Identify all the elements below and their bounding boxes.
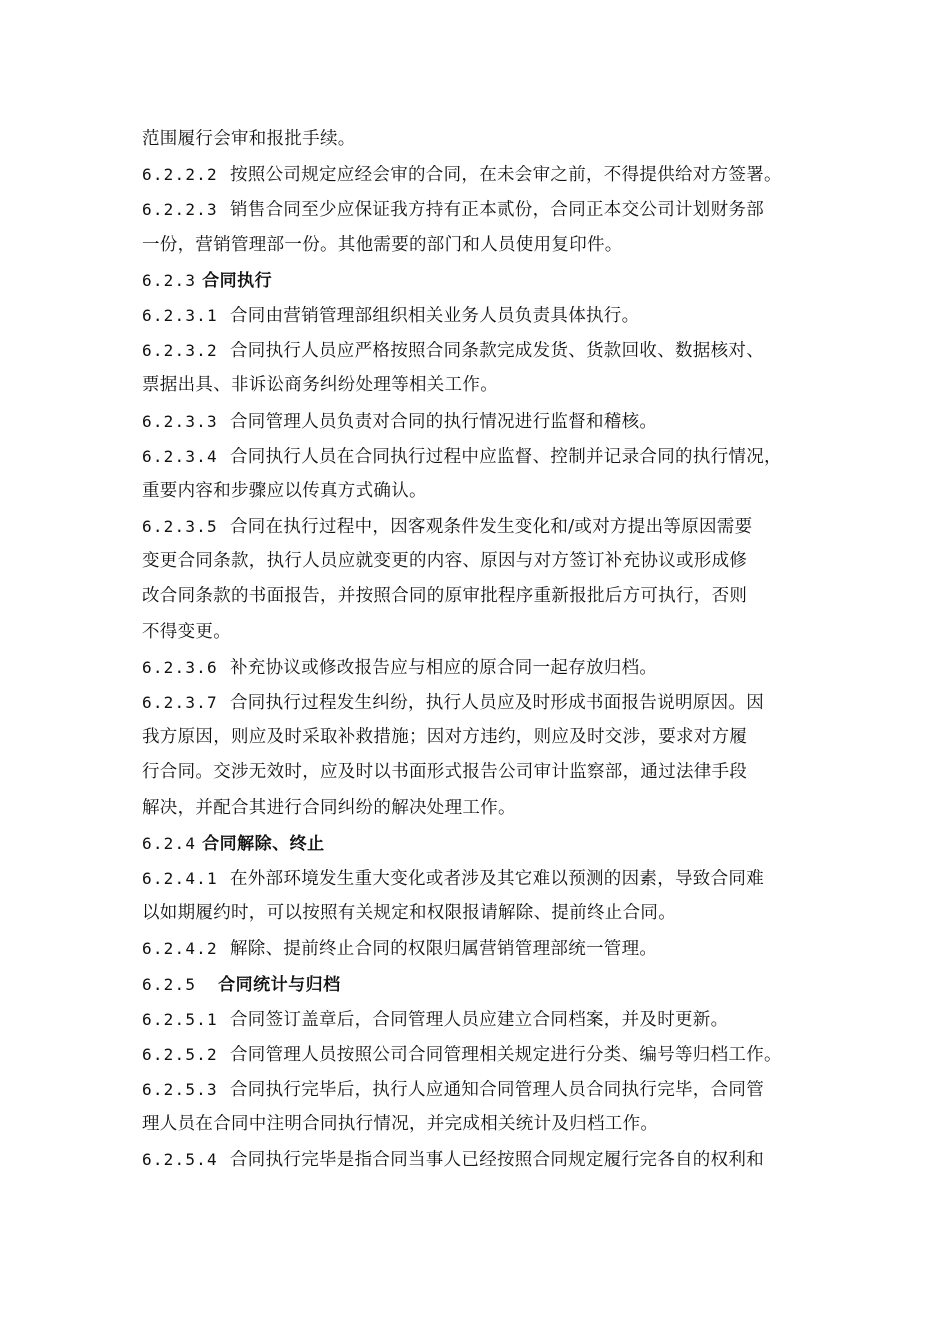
clause-6-2-3-3: [142, 404, 822, 439]
line-text: 范围履行会审和报批手续。: [142, 129, 356, 149]
clause-6-2-3-6: [142, 650, 822, 685]
paragraph-line: [142, 791, 822, 826]
clause-text: 合同管理人员负责对合同的执行情况进行监督和稽核。: [230, 411, 658, 432]
clause-6-2-5-4: [142, 1142, 822, 1177]
clause-number: 6.2.2.3: [142, 200, 218, 220]
paragraph-line: [142, 1107, 822, 1142]
section-heading-6-2-5: [142, 967, 822, 1002]
clause-6-2-4-1: [142, 861, 822, 896]
line-text: 改合同条款的书面报告，并按照合同的原审批程序重新报批后方可执行，否则: [142, 586, 748, 607]
section-number: 6.2.3: [142, 270, 197, 290]
clause-text: 销售合同至少应保证我方持有正本贰份，合同正本交公司计划财务部: [230, 200, 764, 221]
line-text: 我方原因，则应及时采取补救措施；因对方违约，则应及时交涉，要求对方履: [142, 727, 748, 748]
section-number: 6.2.5: [142, 974, 197, 994]
line-text: 不得变更。: [142, 621, 231, 642]
clause-text: 合同在执行过程中，因客观条件发生变化和/或对方提出等原因需要: [230, 517, 753, 538]
clause-number: 6.2.3.7: [142, 693, 218, 712]
clause-text: 合同执行人员在合同执行过程中应监督、控制并记录合同的执行情况，: [230, 446, 782, 467]
line-text: 解决，并配合其进行合同纠纷的解决处理工作。: [142, 797, 516, 818]
line-text: 票据出具、非诉讼商务纠纷处理等相关工作。: [142, 375, 498, 396]
clause-6-2-3-1: [142, 298, 822, 333]
clause-6-2-5-1: [142, 1002, 822, 1037]
clause-number: 6.2.3.6: [142, 657, 218, 677]
section-title: 合同解除、终止: [202, 833, 325, 854]
clause-number: 6.2.5.1: [142, 1009, 218, 1029]
paragraph-line: [142, 896, 822, 931]
line-text: 理人员在合同中注明合同执行情况，并完成相关统计及归档工作。: [142, 1114, 659, 1135]
clause-text: 合同由营销管理部组织相关业务人员负责具体执行。: [230, 305, 640, 326]
paragraph-line: [142, 122, 822, 157]
clause-number: 6.2.3.2: [142, 341, 218, 361]
clause-number: 6.2.5.2: [142, 1044, 218, 1064]
line-text: 行合同。交涉无效时，应及时以书面形式报告公司审计监察部，通过法律手段: [142, 762, 748, 783]
clause-number: 6.2.4.2: [142, 939, 218, 959]
clause-number: 6.2.4.1: [142, 868, 218, 888]
section-heading-6-2-3: [142, 263, 822, 298]
clause-number: 6.2.5.3: [142, 1080, 218, 1100]
paragraph-line: [142, 579, 822, 614]
clause-text: 合同执行完毕后，执行人应通知合同管理人员合同执行完毕，合同管: [230, 1080, 764, 1101]
section-heading-6-2-4: [142, 826, 822, 861]
line-text: 一份，营销管理部一份。其他需要的部门和人员使用复印件。: [142, 234, 623, 255]
clause-6-2-5-2: [142, 1037, 822, 1072]
clause-number: 6.2.3.4: [142, 446, 218, 466]
clause-text: 合同签订盖章后，合同管理人员应建立合同档案，并及时更新。: [230, 1009, 729, 1030]
paragraph-line: [142, 755, 822, 790]
clause-6-2-2-2: [142, 157, 822, 192]
paragraph-line: [142, 615, 822, 650]
clause-text: 合同管理人员按照公司合同管理相关规定进行分类、编号等归档工作。: [230, 1044, 782, 1065]
section-number: 6.2.4: [142, 833, 197, 853]
clause-6-2-4-2: [142, 931, 822, 966]
line-text: 以如期履约时，可以按照有关规定和权限报请解除、提前终止合同。: [142, 903, 676, 924]
clause-6-2-3-5: [142, 509, 822, 544]
clause-number: 6.2.2.2: [142, 165, 218, 185]
clause-text: 按照公司规定应经会审的合同，在未会审之前，不得提供给对方签署。: [230, 165, 782, 186]
paragraph-line: [142, 368, 822, 403]
paragraph-line: [142, 720, 822, 755]
clause-text: 合同执行人员应严格按照合同条款完成发货、货款回收、数据核对、: [230, 341, 764, 362]
clause-6-2-5-3: [142, 1072, 822, 1107]
clause-number: 6.2.3.5: [142, 517, 218, 537]
clause-text: 在外部环境发生重大变化或者涉及其它难以预测的因素，导致合同难: [230, 868, 764, 889]
clause-text: 解除、提前终止合同的权限归属营销管理部统一管理。: [230, 939, 658, 960]
paragraph-line: [142, 544, 822, 579]
clause-text: 合同执行过程发生纠纷，执行人员应及时形成书面报告说明原因。因: [230, 693, 764, 713]
document-body: [142, 122, 822, 1178]
clause-6-2-3-7: [142, 685, 822, 720]
clause-number: 6.2.5.4: [142, 1150, 218, 1170]
clause-6-2-2-3: [142, 192, 822, 227]
clause-6-2-3-2: [142, 333, 822, 368]
clause-number: 6.2.3.1: [142, 305, 218, 325]
clause-text: 补充协议或修改报告应与相应的原合同一起存放归档。: [230, 657, 658, 678]
line-text: 重要内容和步骤应以传真方式确认。: [142, 480, 427, 501]
paragraph-line: [142, 228, 822, 263]
clause-6-2-3-4: [142, 439, 822, 474]
section-title: 合同执行: [202, 270, 273, 291]
clause-text: 合同执行完毕是指合同当事人已经按照合同规定履行完各自的权利和: [230, 1150, 764, 1171]
line-text: 变更合同条款，执行人员应就变更的内容、原因与对方签订补充协议或形成修: [142, 551, 748, 572]
clause-number: 6.2.3.3: [142, 411, 218, 431]
section-title: 合同统计与归档: [218, 974, 341, 995]
paragraph-line: [142, 474, 822, 509]
